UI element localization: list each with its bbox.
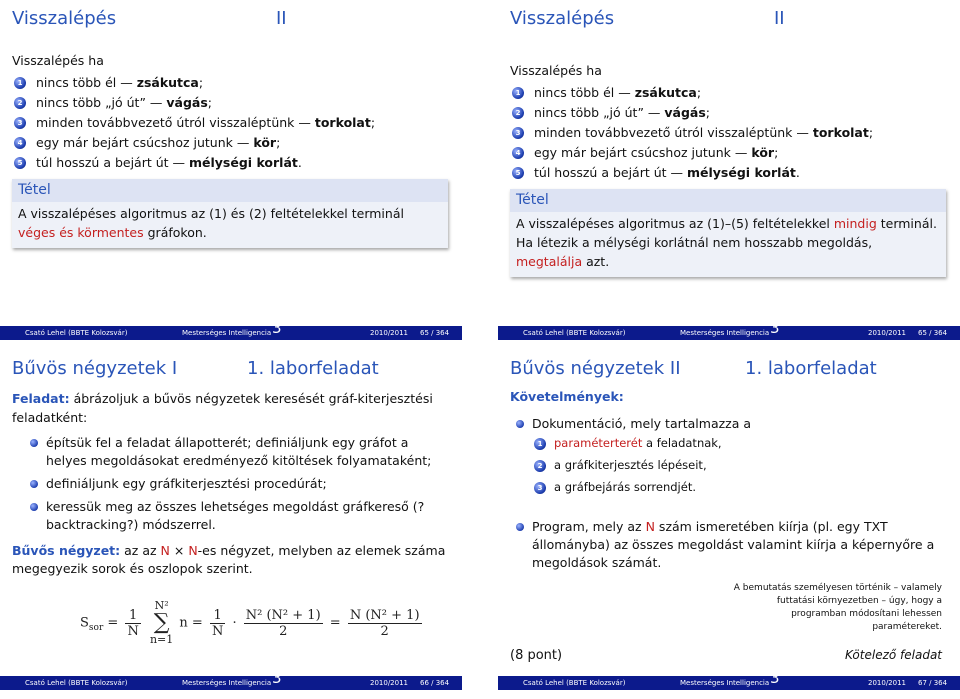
- slide-title: Visszalépés: [510, 8, 615, 29]
- list-item: Program, mely az N szám ismeretében kiírja (pl. egy TXT állományba) az összes megoldást valamint kiírja a képernyőre a megoldások számát.: [510, 518, 950, 572]
- footer-course: Mesterséges Intelligencia: [680, 679, 770, 687]
- definition-label: Bűvős négyzet:: [12, 542, 121, 558]
- footer-lecture-number: 3: [770, 319, 780, 337]
- theorem-body: A visszalépéses algoritmus az (1) és (2) feltételekkel terminál véges és körmentes gráfokon.: [12, 202, 448, 248]
- slide-title-right: 1. laborfeladat: [247, 358, 379, 379]
- slide-footer: [0, 319, 462, 340]
- slide-buvos-negyzetek-1: [0, 350, 462, 690]
- slide-title: Visszalépés: [12, 8, 117, 29]
- documentation-sublist: [532, 435, 950, 496]
- footer-author: Csató Lehel (BBTE Kolozsvár): [523, 679, 626, 687]
- list-item: 1 nincs több él — zsákutca;: [510, 83, 950, 103]
- intro-text: Visszalépés ha: [12, 53, 104, 68]
- bullet-icon: [516, 420, 524, 428]
- presentation-note: A bemutatás személyesen történik – valamely futtatási környezetben – úgy, hogy a programban módosítani lehessen paramétereket.: [733, 583, 942, 632]
- number-ball-icon: 1: [512, 87, 524, 99]
- slide-visszalepes-1: [0, 0, 462, 340]
- list-item: 3 a gráfbejárás sorrendjét.: [532, 479, 950, 496]
- intro-text: Visszalépés ha: [510, 63, 602, 78]
- list-item: keressük meg az összes lehetséges megoldást gráfkereső (?backtracking?) módszerrel.: [24, 498, 452, 534]
- footer-year: 2010/2011: [868, 679, 906, 687]
- number-ball-icon: 1: [14, 77, 26, 89]
- bullet-icon: [30, 439, 38, 447]
- bullet-icon: [516, 523, 524, 531]
- footer-year: 2010/2011: [370, 329, 408, 337]
- requirements-list: [510, 415, 950, 572]
- footer-lecture-number: 3: [272, 319, 282, 337]
- number-ball-icon: 4: [14, 137, 26, 149]
- footer-course: Mesterséges Intelligencia: [680, 329, 770, 337]
- number-ball-icon: 2: [14, 97, 26, 109]
- mandatory-label: Kötelező feladat: [844, 648, 942, 662]
- list-item: definiáljunk egy gráfkiterjesztési procedúrát;: [24, 475, 452, 493]
- footer-page: 67 / 364: [918, 679, 948, 687]
- bullet-icon: [30, 503, 38, 511]
- slide-title-bar: [510, 8, 948, 32]
- list-item: 4 egy már bejárt csúcshoz jutunk — kör;: [12, 133, 452, 153]
- footer-page: 65 / 364: [420, 329, 450, 337]
- footer-lecture-number: 3: [272, 669, 282, 687]
- theorem-title: Tétel: [510, 189, 946, 212]
- list-item: 3 minden továbbvezető útról visszaléptünk — torkolat;: [12, 113, 452, 133]
- theorem-block: [510, 189, 946, 277]
- slide-buvos-negyzetek-2: [498, 350, 960, 690]
- slide-body: [510, 62, 950, 277]
- footer-page: 65 / 364: [918, 329, 948, 337]
- footer-course: Mesterséges Intelligencia: [182, 679, 272, 687]
- slide-visszalepes-2: [498, 0, 960, 340]
- enumerated-list: [510, 83, 950, 183]
- list-item: 2 nincs több „jó út” — vágás;: [12, 93, 452, 113]
- sum-formula: $S_{sor}$ = $\frac{1}{N}$ N² ∑ n=1 n = $\frac{1}{N}$ · $\frac{\text{N² (N² + 1)}}{2}$ = $\frac{\text{N (N² + 1)}}{2}$: [80, 599, 420, 646]
- list-item: 1 paraméterterét a feladatnak,: [532, 435, 950, 452]
- footer-page: 66 / 364: [420, 679, 450, 687]
- enumerated-list: [12, 73, 452, 173]
- slide-body: [510, 388, 950, 577]
- requirements-label: Követelmények:: [510, 389, 624, 404]
- number-ball-icon: 1: [534, 438, 546, 450]
- points-label: (8 pont): [510, 648, 563, 663]
- footer-author: Csató Lehel (BBTE Kolozsvár): [523, 329, 626, 337]
- list-item: 4 egy már bejárt csúcshoz jutunk — kör;: [510, 143, 950, 163]
- list-item: építsük fel a feladat állapotterét; definiáljunk egy gráfot a helyes megoldásokat eredményező kitöltések folyamataként;: [24, 434, 452, 470]
- list-item: 1 nincs több él — zsákutca;: [12, 73, 452, 93]
- number-ball-icon: 2: [534, 460, 546, 472]
- number-ball-icon: 5: [14, 157, 26, 169]
- slide-footer: [498, 669, 960, 690]
- number-ball-icon: 3: [534, 482, 546, 494]
- footer-year: 2010/2011: [370, 679, 408, 687]
- slide-footer: [0, 669, 462, 690]
- slide-title: Bűvös négyzetek II: [510, 358, 681, 379]
- task-label: Feladat:: [12, 391, 70, 406]
- list-item: Dokumentáció, mely tartalmazza a 1 paraméterterét a feladatnak, 2 a gráfkiterjesztés lépéseit, 3 a gráfbejárás sorrendjét.: [510, 415, 950, 496]
- slide-title: Bűvös négyzetek I: [12, 358, 178, 379]
- slide-body: [12, 52, 452, 248]
- number-ball-icon: 3: [512, 127, 524, 139]
- theorem-block: [12, 179, 448, 248]
- slide-title-bar: [12, 8, 450, 32]
- slide-title-right: 1. laborfeladat: [745, 358, 877, 379]
- slide-title-right: II: [774, 8, 785, 29]
- list-item: 5 túl hosszú a bejárt út — mélységi korlát.: [12, 153, 452, 173]
- slide-title-right: II: [276, 8, 287, 29]
- slide-title-bar: [12, 358, 450, 382]
- task-text: Feladat: ábrázoljuk a bűvös négyzetek keresését gráf-kiterjesztési feladatként:: [12, 391, 433, 425]
- magic-square-definition: Bűvős négyzet: az az N × N-es négyzet, melyben az elemek száma megegyezik sorok és oszlopok szerint.: [12, 542, 446, 577]
- list-item: 2 nincs több „jó út” — vágás;: [510, 103, 950, 123]
- bullet-icon: [30, 480, 38, 488]
- theorem-title: Tétel: [12, 179, 448, 202]
- footer-author: Csató Lehel (BBTE Kolozsvár): [25, 679, 128, 687]
- slide-title-bar: [510, 358, 948, 382]
- list-item: 5 túl hosszú a bejárt út — mélységi korlát.: [510, 163, 950, 183]
- slide-footer: [498, 319, 960, 340]
- footer-lecture-number: 3: [770, 669, 780, 687]
- list-item: 3 minden továbbvezető útról visszaléptünk — torkolat;: [510, 123, 950, 143]
- number-ball-icon: 5: [512, 167, 524, 179]
- footer-course: Mesterséges Intelligencia: [182, 329, 272, 337]
- number-ball-icon: 2: [512, 107, 524, 119]
- number-ball-icon: 4: [512, 147, 524, 159]
- number-ball-icon: 3: [14, 117, 26, 129]
- footer-year: 2010/2011: [868, 329, 906, 337]
- theorem-body: A visszalépéses algoritmus az (1)–(5) feltételekkel mindig terminál. Ha létezik a mélységi korlátnál nem hosszabb megoldás, megtalálja azt.: [510, 212, 946, 277]
- task-bullet-list: [24, 434, 452, 534]
- list-item: 2 a gráfkiterjesztés lépéseit,: [532, 457, 950, 474]
- footer-author: Csató Lehel (BBTE Kolozsvár): [25, 329, 128, 337]
- slide-body: [12, 390, 452, 579]
